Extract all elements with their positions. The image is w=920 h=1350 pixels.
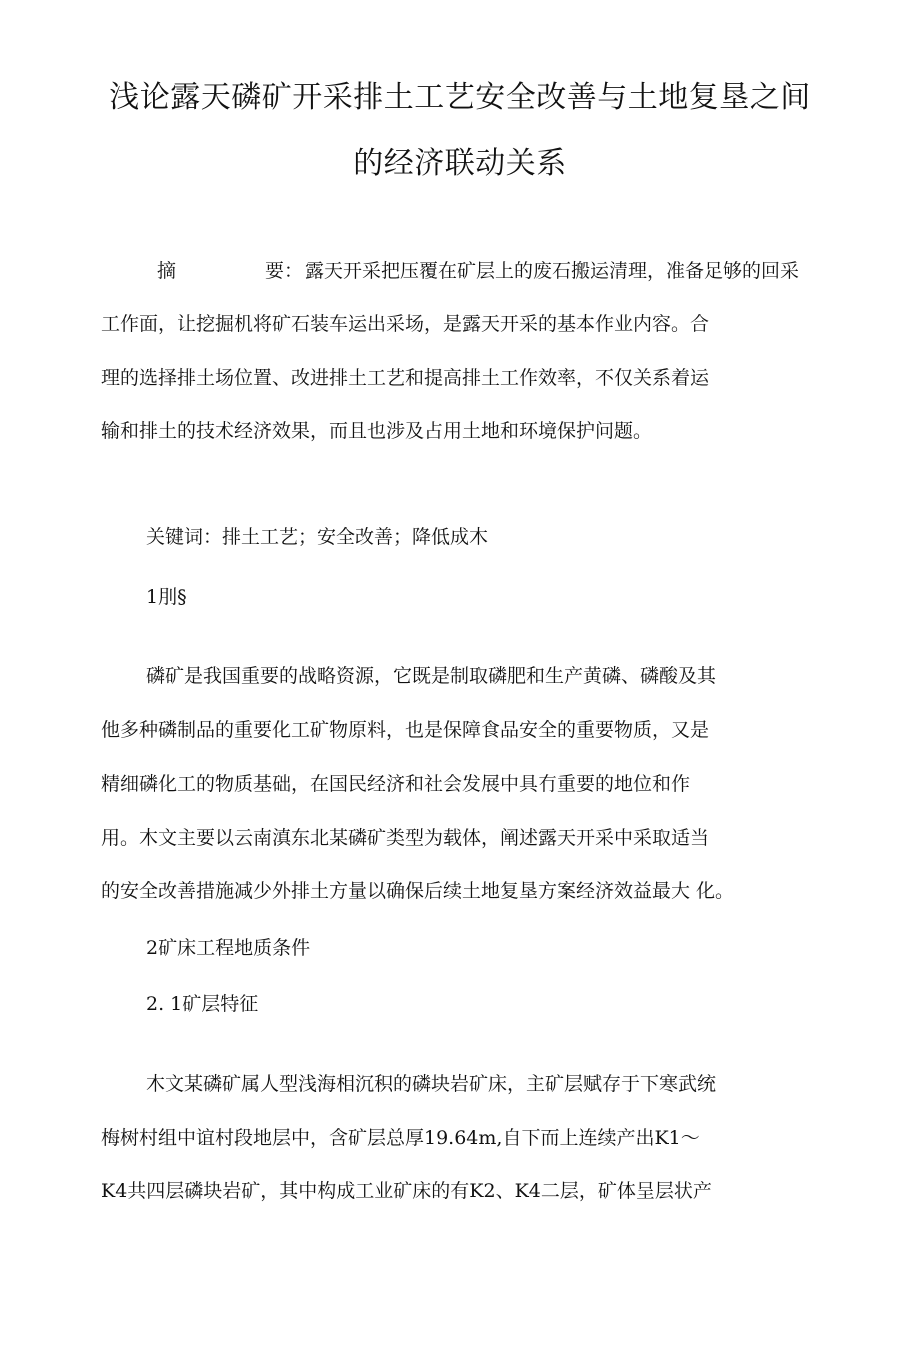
section-2-heading: 2矿床工程地质条件 xyxy=(146,937,311,959)
section-2-1-heading: 2. 1矿层特征 xyxy=(146,993,259,1015)
section-2-1-paragraph-line-2: 梅树村组中谊村段地层中，含矿层总厚19.64m,自下而上连续产出K1～ xyxy=(101,1127,700,1149)
section-2-1-paragraph-line-3: K4共四层磷块岩矿，其中构成工业矿床的有K2、K4二层，矿体呈层状产 xyxy=(101,1180,712,1202)
intro-paragraph-line-1: 磷矿是我国重要的战略资源，它既是制取磷肥和生产黄磷、磷酸及其 xyxy=(146,665,717,687)
intro-paragraph-line-3: 精细磷化工的物质基础，在国民经济和社会发展中具冇重要的地位和作 xyxy=(101,773,691,795)
abstract-line-4: 输和排土的技术经济效果，而且也涉及占用土地和环境保护问题。 xyxy=(101,420,653,442)
keywords-line: 关键词：排土工艺；安全改善；降低成木 xyxy=(146,526,489,548)
abstract-line-1: 露天开采把压覆在矿层上的废石搬运清理，准备足够的回采 xyxy=(305,260,800,282)
section-1-heading: 1刖§ xyxy=(146,586,187,608)
abstract-label-part-1: 摘 xyxy=(157,260,177,282)
abstract-label-part-2: 要： xyxy=(265,260,304,282)
intro-paragraph-line-2: 他多种磷制品的重要化工矿物原料，也是保障食品安全的重要物质，又是 xyxy=(101,719,710,741)
intro-paragraph-line-5: 的安全改善措施减少外排土方量以确保后续土地复垦方案经济效益最大 化。 xyxy=(101,880,735,902)
intro-paragraph-line-4: 用。木文主要以云南滇东北某磷矿类型为载体，阐述露天开采中采取适当 xyxy=(101,827,710,849)
document-title-line-1: 浅论露天磷矿开采排土工艺安全改善与土地复垦之间 xyxy=(109,80,811,115)
section-2-1-paragraph-line-1: 木文某磷矿属人型浅海相沉积的磷块岩矿床，主矿层赋存于下寒武统 xyxy=(146,1073,717,1095)
abstract-line-2: 工作面，让挖掘机将矿石装车运出采场，是露天开采的基本作业内容。合 xyxy=(101,313,710,335)
abstract-line-3: 理的选择排土场位置、改进排土工艺和提高排土工作效率，不仅关系着运 xyxy=(101,367,710,389)
document-title-line-2: 的经济联动关系 xyxy=(353,146,567,181)
